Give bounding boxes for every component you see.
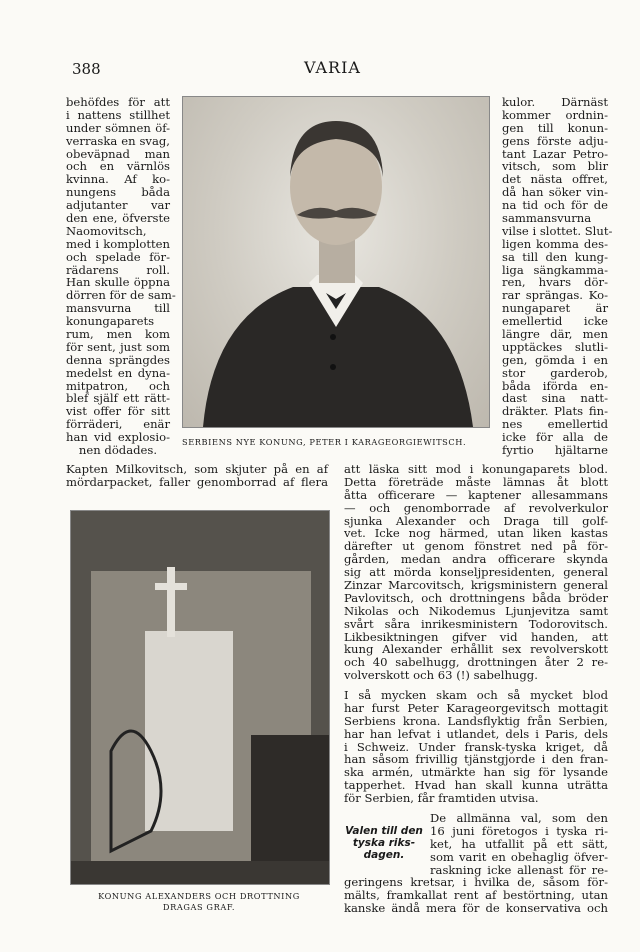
text-line: rädarens roll. (66, 262, 170, 277)
text-line: som varit en obehaglig öfver- (430, 849, 608, 864)
text-line: förräderi, enär (66, 417, 170, 432)
text-line: längre där, men (502, 327, 608, 342)
text-line: kulor. Därnäst (502, 95, 608, 109)
text-line: na tid och för de (502, 198, 608, 213)
text-line: dräkter. Plats fin- (502, 404, 608, 419)
text-line: nen dödades. (78, 443, 158, 458)
text-line: under sömnen öf- (66, 120, 170, 135)
text-line: stor garderob, (502, 365, 608, 380)
text-line: raskning icke allenast för re- (430, 862, 608, 877)
text-line: och spelade för- (66, 249, 170, 264)
text-line: kommer ordnin- (502, 107, 608, 122)
text-line: Pavlovitsch, och drottningens båda bröder (344, 590, 608, 605)
grave-monument-icon (71, 511, 329, 884)
text-line: vilse i slottet. Slut- (502, 223, 613, 238)
text-line: kvinna. Af ko- (66, 172, 170, 187)
text-line: då han söker vin- (502, 185, 608, 200)
text-line: ren, hvars dör- (502, 275, 608, 290)
text-line: mitpatron, och (66, 378, 170, 393)
text-line: svårt såra inrikesministern Todorovitsch. (344, 616, 608, 631)
text-line: har furst Peter Karageorgevitsch mottagit (344, 700, 608, 715)
text-line: tant Lazar Petro- (502, 146, 608, 161)
right-body-text-3 (344, 876, 608, 915)
text-line: I så mycken skam och så mycket blod (344, 688, 608, 702)
text-line: mälts, framkallat rent af bestörtning, utan (344, 887, 608, 902)
text-line: Han skulle öppna (66, 275, 170, 290)
text-line: upptäckes slutli- (502, 339, 608, 354)
grave-caption-line-1: KONUNG ALEXANDERS OCH DROTTNING (98, 891, 300, 901)
text-line: denna sprängdes (66, 352, 170, 367)
text-line: konungaparets (66, 314, 155, 329)
text-line: gen till konun- (502, 120, 608, 135)
text-line: geringens kretsar, i hvilka de, såsom för- (344, 875, 608, 889)
left-text-column (66, 95, 176, 458)
portrait-caption: SERBIENS NYE KONUNG, PETER I KARAGEORGIEWITSCH. (182, 437, 467, 447)
text-line: Serbiens krona. Landsflyktig från Serbien, (344, 713, 608, 728)
grave-caption (70, 891, 328, 913)
text-line: båda iförda en- (502, 378, 608, 393)
text-line: mansvurna till (66, 301, 170, 316)
text-line: i nattens stillhet (66, 107, 170, 122)
text-line: därefter ut genom fönstret ned på för- (344, 539, 608, 554)
text-line: gården, medan andra officerare skynda (344, 552, 608, 567)
text-line: blef själf ett rätt- (66, 391, 170, 406)
text-line: fyrtio hjältarne (502, 443, 608, 458)
text-line: sig att mörda konseljpresidenten, general (344, 565, 608, 580)
text-line: för sent, just som (66, 339, 170, 354)
right-body-text-1 (344, 463, 608, 682)
text-line: han såsom frivillig tjänstgjorde i den fran- (344, 752, 608, 767)
text-line: för Serbien, får framtiden utvisa. (344, 791, 539, 806)
text-line: — och genomborrade af revolverkulor (344, 500, 608, 515)
text-line: tapperhet. Hvad han skall kunna uträtta (344, 778, 608, 793)
text-line: det nästa offret, (502, 172, 608, 187)
text-line: Naomovitsch, (66, 223, 147, 238)
text-line: dast sina natt- (502, 391, 608, 406)
text-line: att läska sitt mod i konungaparets blod. (344, 462, 608, 476)
text-line: rum, men kom (66, 327, 170, 342)
text-line: Detta företräde måste lämnas åt blott (344, 474, 608, 489)
right-text-column (502, 95, 613, 458)
text-line: De allmänna val, som den (430, 811, 608, 825)
text-line: i Schweiz. Under fransk-tyska kriget, då (344, 739, 608, 754)
text-line: med i komplotten (66, 236, 170, 251)
text-line: ska armén, utmärkte han sig för lysande (344, 765, 608, 780)
text-line: volverskott och 63 (!) sabelhugg. (344, 668, 538, 683)
text-line: vitsch, som blir (502, 159, 608, 174)
text-line: åtta officerare — kaptener allesammans (344, 487, 608, 502)
margin-note-line-3: dagen. (363, 849, 405, 861)
text-line: Likbesiktningen gifver vid handen, att (344, 629, 608, 644)
text-line: sa till den kung- (502, 249, 608, 264)
portrait-figure-icon (183, 97, 489, 427)
text-line: Nikolas och Nikodemus Ljunjevitza samt (344, 603, 608, 618)
right-body-text-narrow (430, 812, 608, 876)
text-line: och 40 sabelhugg, drottningen åter 2 re- (344, 655, 608, 670)
text-line: behöfdes för att (66, 95, 170, 109)
text-line: icke för alla de (502, 430, 608, 445)
text-line: vet. Icke nog härmed, utan liken kastas (344, 526, 608, 541)
left-body-text (66, 463, 328, 489)
margin-note (342, 825, 426, 861)
right-body-text-2 (344, 689, 608, 805)
text-line: han vid explosio- (66, 430, 170, 445)
text-line: emellertid icke (502, 314, 608, 329)
text-line: Kapten Milkovitsch, som skjuter på en af (66, 462, 328, 476)
text-line: nungens båda (66, 185, 170, 200)
text-line: ligen komma des- (502, 236, 608, 251)
text-line: sjunka Alexander och Draga till golf- (344, 513, 608, 528)
text-line: vist offer för sitt (66, 404, 170, 419)
text-line: och en värnlös (66, 159, 170, 174)
text-line: ket, ha utfallit på ett sätt, (430, 836, 608, 851)
text-line: kanske ändå mera för de konservativa och (344, 900, 608, 915)
text-line: 16 juni företogos i tyska ri- (430, 823, 608, 838)
text-line: nungaparet är (502, 301, 608, 316)
text-line: gens förste adju- (502, 133, 608, 148)
text-line: medelst en dyna- (66, 365, 170, 380)
text-line: dörren för de sam- (66, 288, 176, 303)
grave-caption-line-2: DRAGAS GRAF. (162, 902, 236, 912)
page-number: 388 (72, 60, 101, 78)
text-line: liga sängkamma- (502, 262, 608, 277)
grave-photo (70, 510, 330, 885)
text-line: rar sprängas. Ko- (502, 288, 608, 303)
text-line: har han lefvat i utlandet, dels i Paris, dels (344, 726, 608, 741)
margin-note-line-2: tyska riks- (352, 837, 416, 849)
text-line: verraska en svag, (66, 133, 170, 148)
text-line: obeväpnad man (66, 146, 170, 161)
text-line: gen, gömda i en (502, 352, 608, 367)
text-line: sammansvurna (502, 211, 592, 226)
margin-note-line-1: Valen till den (345, 825, 423, 837)
text-line: nes emellertid (502, 417, 608, 432)
text-line: kung Alexander erhållit sex revolverskott (344, 642, 608, 657)
text-line: Zinzar Marcovitsch, krigsministern general (344, 578, 608, 593)
page-header-title: VARIA (304, 58, 361, 77)
text-line: den ene, öfverste (66, 211, 170, 226)
text-line: adjutanter var (66, 198, 170, 213)
portrait-photo (182, 96, 490, 428)
text-line: mördarpacket, faller genomborrad af flera (66, 474, 328, 489)
